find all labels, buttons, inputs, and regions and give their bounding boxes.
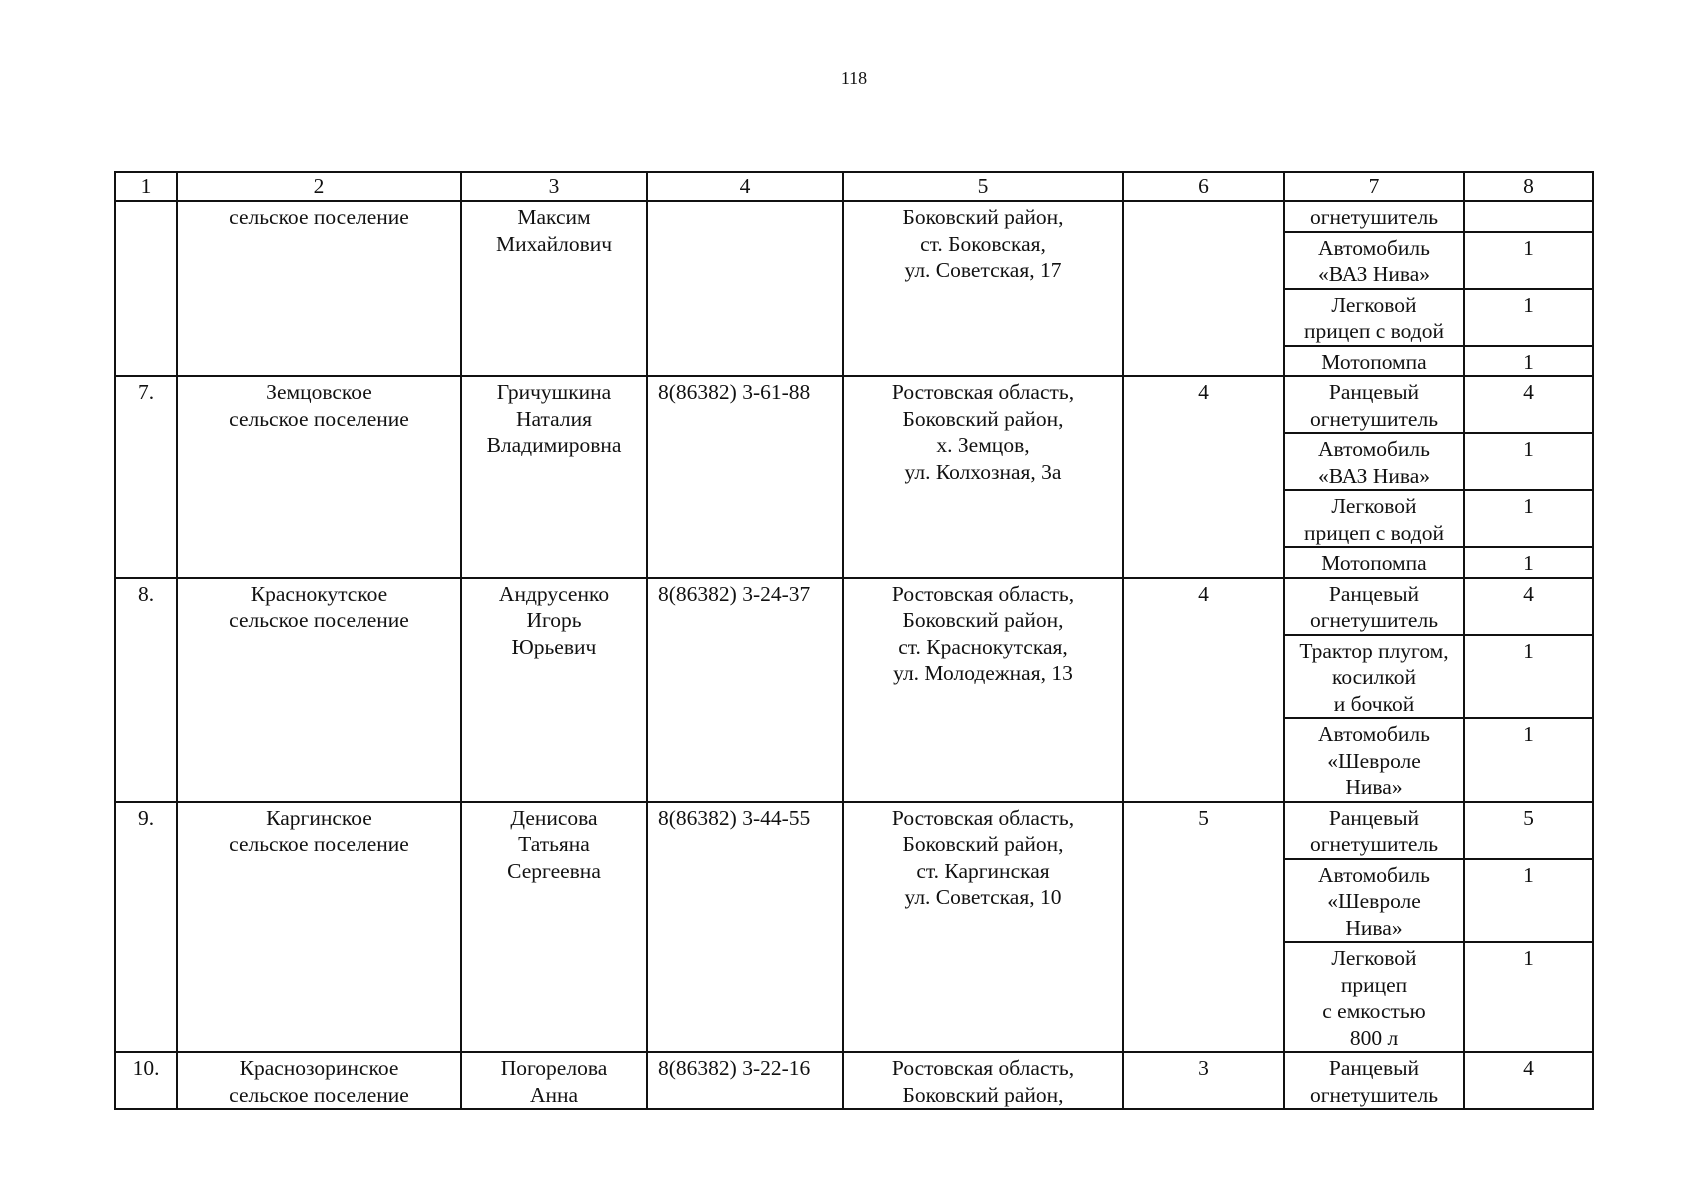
equipment-name-cell: Мотопомпа bbox=[1284, 346, 1464, 377]
header-cell: 6 bbox=[1123, 172, 1284, 201]
equipment-name-cell: Легковой прицеп с емкостью 800 л bbox=[1284, 942, 1464, 1052]
equipment-name-cell: Автомобиль «ВАЗ Нива» bbox=[1284, 433, 1464, 490]
address-cell: Ростовская область, Боковский район, ст. Краснокутская, ул. Молодежная, 13 bbox=[843, 578, 1123, 802]
count-cell bbox=[1123, 201, 1284, 376]
page-number: 118 bbox=[840, 68, 868, 88]
head-name-cell: Гричушкина Наталия Владимировна bbox=[461, 376, 647, 578]
phone-cell bbox=[647, 201, 843, 376]
phone-cell: 8(86382) 3-61-88 bbox=[647, 376, 843, 578]
equipment-name-cell: Автомобиль «Шевроле Нива» bbox=[1284, 859, 1464, 943]
equipment-name-cell: Ранцевый огнетушитель bbox=[1284, 1052, 1464, 1109]
equipment-qty-cell: 4 bbox=[1464, 376, 1593, 433]
equipment-name-cell: Автомобиль «ВАЗ Нива» bbox=[1284, 232, 1464, 289]
head-name-cell: Андрусенко Игорь Юрьевич bbox=[461, 578, 647, 802]
settlement-cell: Земцовское сельское поселение bbox=[177, 376, 461, 578]
header-cell: 8 bbox=[1464, 172, 1593, 201]
equipment-qty-cell: 5 bbox=[1464, 802, 1593, 859]
data-table bbox=[114, 171, 1594, 1110]
equipment-qty-cell: 1 bbox=[1464, 635, 1593, 719]
row-number-cell: 10. bbox=[115, 1052, 177, 1109]
row-number-cell: 7. bbox=[115, 376, 177, 578]
equipment-qty-cell: 1 bbox=[1464, 942, 1593, 1052]
address-cell: Ростовская область, Боковский район, bbox=[843, 1052, 1123, 1109]
header-cell: 7 bbox=[1284, 172, 1464, 201]
header-cell: 4 bbox=[647, 172, 843, 201]
phone-cell: 8(86382) 3-22-16 bbox=[647, 1052, 843, 1109]
equipment-qty-cell: 1 bbox=[1464, 859, 1593, 943]
equipment-qty-cell: 1 bbox=[1464, 718, 1593, 802]
table-row bbox=[115, 201, 1593, 232]
count-cell: 3 bbox=[1123, 1052, 1284, 1109]
address-cell: Ростовская область, Боковский район, ст. Каргинская ул. Советская, 10 bbox=[843, 802, 1123, 1053]
header-cell: 1 bbox=[115, 172, 177, 201]
table-row bbox=[115, 1052, 1593, 1109]
count-cell: 5 bbox=[1123, 802, 1284, 1053]
equipment-name-cell: Мотопомпа bbox=[1284, 547, 1464, 578]
phone-cell: 8(86382) 3-24-37 bbox=[647, 578, 843, 802]
settlement-cell: сельское поселение bbox=[177, 201, 461, 376]
address-cell: Ростовская область, Боковский район, х. Земцов, ул. Колхозная, 3а bbox=[843, 376, 1123, 578]
settlement-cell: Каргинское сельское поселение bbox=[177, 802, 461, 1053]
address-cell: Боковский район, ст. Боковская, ул. Советская, 17 bbox=[843, 201, 1123, 376]
equipment-name-cell: огнетушитель bbox=[1284, 201, 1464, 232]
table-row bbox=[115, 802, 1593, 859]
phone-cell: 8(86382) 3-44-55 bbox=[647, 802, 843, 1053]
equipment-qty-cell: 1 bbox=[1464, 433, 1593, 490]
table-header-row bbox=[115, 172, 1593, 201]
equipment-qty-cell: 1 bbox=[1464, 289, 1593, 346]
settlement-cell: Краснозоринское сельское поселение bbox=[177, 1052, 461, 1109]
count-cell: 4 bbox=[1123, 578, 1284, 802]
equipment-qty-cell: 1 bbox=[1464, 346, 1593, 377]
head-name-cell: Денисова Татьяна Сергеевна bbox=[461, 802, 647, 1053]
head-name-cell: Максим Михайлович bbox=[461, 201, 647, 376]
equipment-qty-cell: 4 bbox=[1464, 1052, 1593, 1109]
head-name-cell: Погорелова Анна bbox=[461, 1052, 647, 1109]
count-cell: 4 bbox=[1123, 376, 1284, 578]
equipment-qty-cell: 1 bbox=[1464, 547, 1593, 578]
equipment-name-cell: Ранцевый огнетушитель bbox=[1284, 376, 1464, 433]
header-cell: 3 bbox=[461, 172, 647, 201]
equipment-qty-cell: 4 bbox=[1464, 578, 1593, 635]
equipment-qty-cell: 1 bbox=[1464, 232, 1593, 289]
row-number-cell: 8. bbox=[115, 578, 177, 802]
equipment-name-cell: Автомобиль «Шевроле Нива» bbox=[1284, 718, 1464, 802]
equipment-name-cell: Ранцевый огнетушитель bbox=[1284, 578, 1464, 635]
table-body bbox=[115, 172, 1593, 1109]
header-cell: 2 bbox=[177, 172, 461, 201]
equipment-name-cell: Легковой прицеп с водой bbox=[1284, 289, 1464, 346]
table-row bbox=[115, 578, 1593, 635]
equipment-name-cell: Трактор плугом, косилкой и бочкой bbox=[1284, 635, 1464, 719]
table-row bbox=[115, 376, 1593, 433]
settlement-cell: Краснокутское сельское поселение bbox=[177, 578, 461, 802]
row-number-cell bbox=[115, 201, 177, 376]
equipment-qty-cell: 1 bbox=[1464, 490, 1593, 547]
equipment-qty-cell bbox=[1464, 201, 1593, 232]
row-number-cell: 9. bbox=[115, 802, 177, 1053]
header-cell: 5 bbox=[843, 172, 1123, 201]
equipment-name-cell: Легковой прицеп с водой bbox=[1284, 490, 1464, 547]
equipment-name-cell: Ранцевый огнетушитель bbox=[1284, 802, 1464, 859]
